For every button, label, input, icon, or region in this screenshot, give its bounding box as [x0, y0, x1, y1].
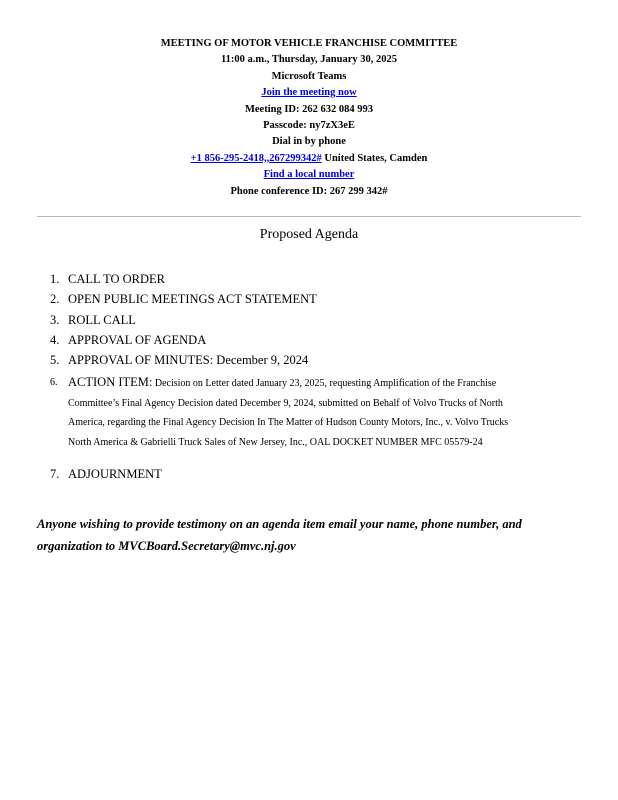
notice-line: organization to MVCBoard.Secretary@mvc.nj.gov	[37, 539, 296, 553]
phone-location: United States, Camden	[321, 152, 428, 164]
agenda-item-number: 6.	[50, 377, 58, 388]
passcode: Passcode: ny7zX3eE	[263, 120, 355, 132]
agenda-item-text: ADJOURNMENT	[68, 467, 162, 481]
join-meeting-link[interactable]: Join the meeting now	[261, 87, 357, 99]
agenda-item-text: APPROVAL OF MINUTES: December 9, 2024	[68, 353, 309, 367]
agenda-item-number: 5.	[50, 353, 60, 367]
action-item-label: ACTION ITEM:	[68, 375, 153, 389]
agenda-item-text: OPEN PUBLIC MEETINGS ACT STATEMENT	[68, 292, 317, 306]
phone-number-link[interactable]: +1 856-295-2418,,267299342#	[190, 152, 322, 164]
action-item-line: North America & Gabrielli Truck Sales of New Jersey, Inc., OAL DOCKET NUMBER MFC 05579-24	[68, 436, 483, 448]
testimony-notice	[37, 513, 597, 557]
meeting-datetime: 11:00 a.m., Thursday, January 30, 2025	[220, 54, 397, 66]
agenda-item-text: CALL TO ORDER	[68, 272, 165, 286]
meeting-header	[0, 36, 618, 200]
agenda-title: Proposed Agenda	[259, 227, 359, 242]
action-item-line: Committee’s Final Agency Decision dated December 9, 2024, submitted on Behalf of Volvo Trucks of North	[68, 397, 503, 409]
notice-line: Anyone wishing to provide testimony on an agenda item email your name, phone number, and	[37, 517, 522, 531]
meeting-title: MEETING OF MOTOR VEHICLE FRANCHISE COMMITTEE	[160, 38, 458, 49]
agenda-item-number: 4.	[50, 333, 60, 347]
agenda-item-text: APPROVAL OF AGENDA	[68, 333, 207, 347]
dial-in-label: Dial in by phone	[272, 136, 346, 148]
agenda-item-number: 1.	[50, 272, 60, 286]
action-item-line: America, regarding the Final Agency Decision In The Matter of Hudson County Motors, Inc., v. Volvo Trucks	[68, 417, 509, 428]
agenda-item-text: ROLL CALL	[68, 313, 136, 327]
agenda-item-number: 2.	[50, 292, 60, 306]
phone-conference-id: Phone conference ID: 267 299 342#	[230, 185, 388, 197]
horizontal-divider	[37, 216, 581, 217]
agenda-item-number: 7.	[50, 467, 60, 481]
action-item-line: Decision on Letter dated January 23, 2025, requesting Amplification of the Franchise	[152, 378, 497, 389]
agenda-item-number: 3.	[50, 313, 60, 327]
meeting-id: Meeting ID: 262 632 084 993	[244, 103, 374, 115]
meeting-platform: Microsoft Teams	[271, 70, 347, 82]
find-local-number-link[interactable]: Find a local number	[263, 169, 355, 181]
